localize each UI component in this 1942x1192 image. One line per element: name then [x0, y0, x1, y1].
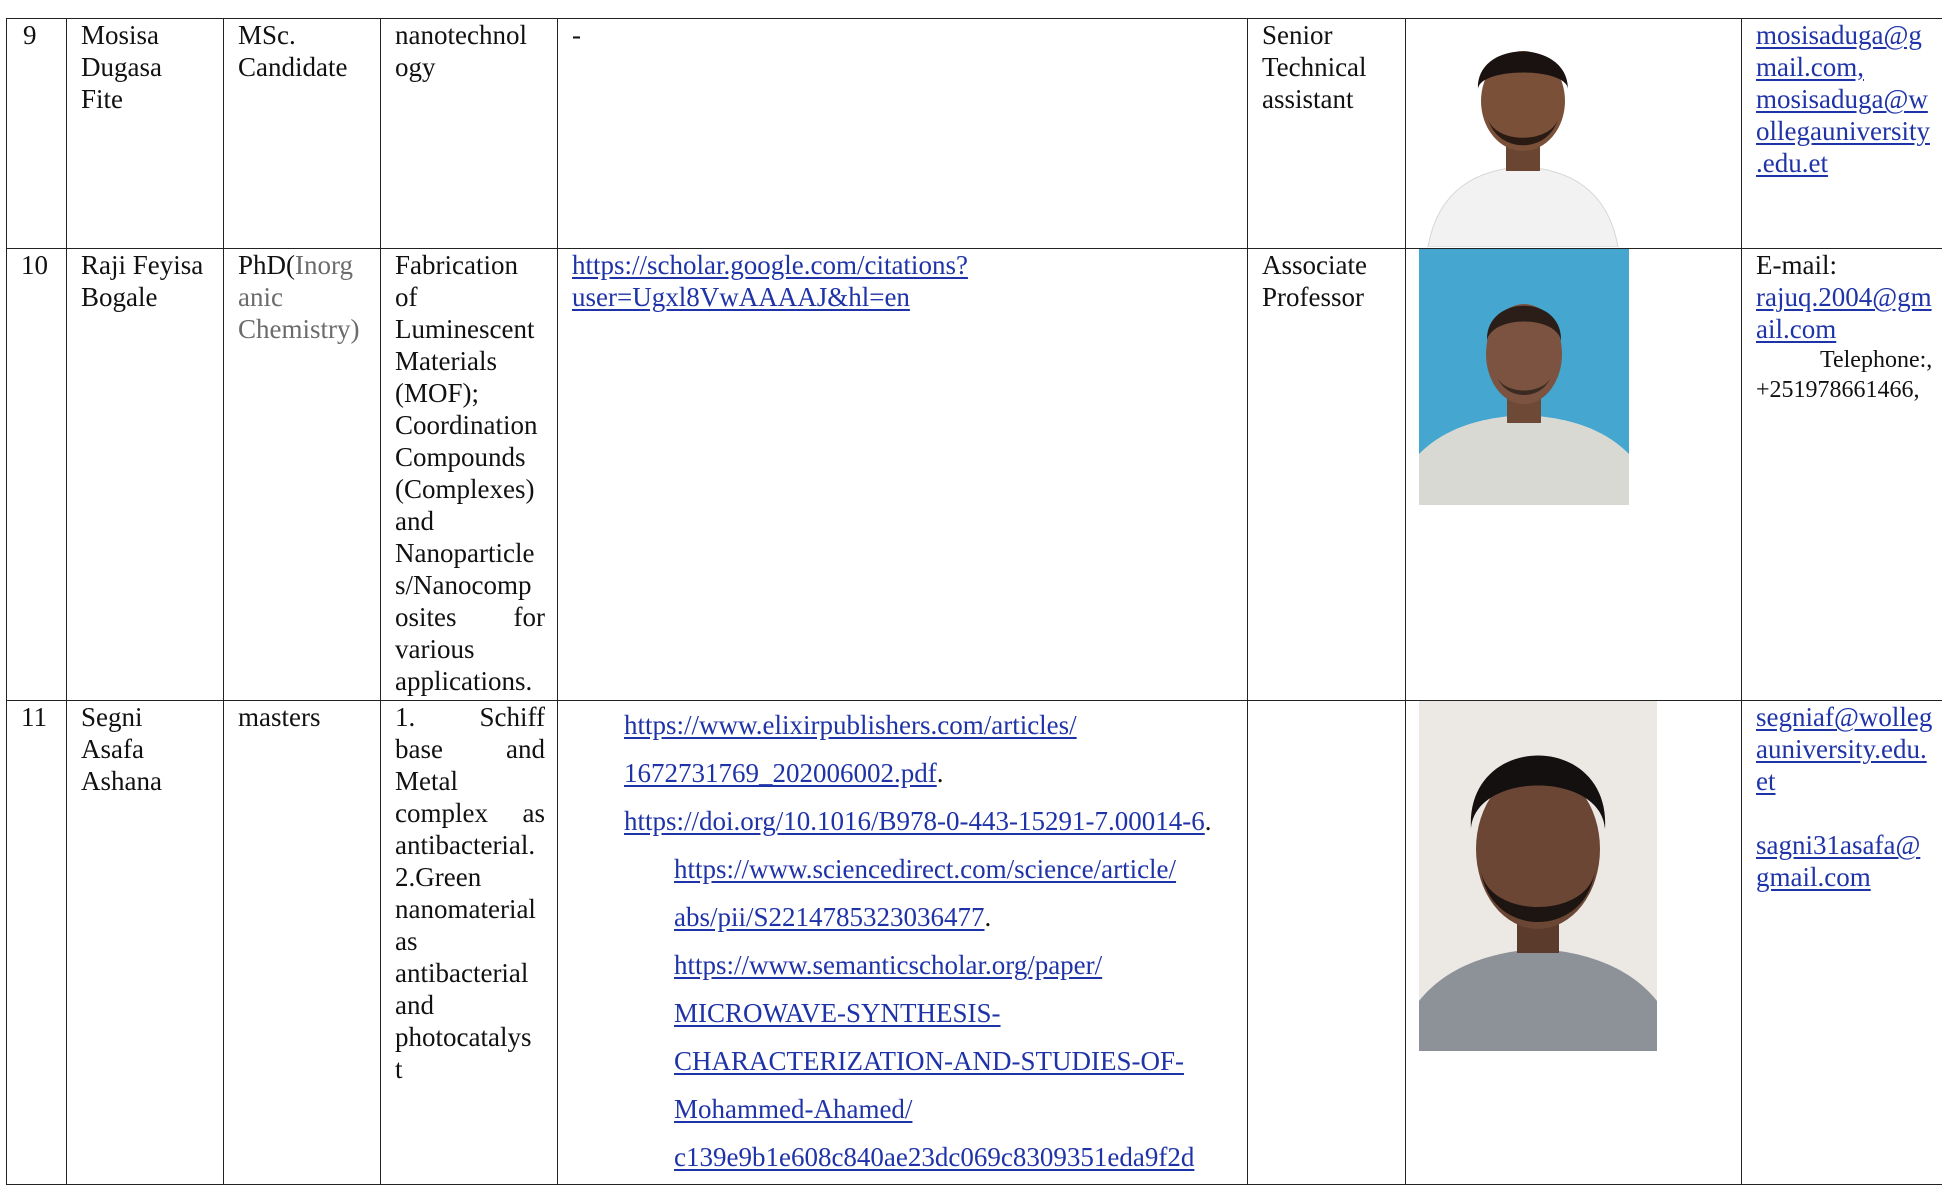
- publication-link[interactable]: https://doi.org/10.1016/B978-0-443-15291-7.00014-6: [624, 806, 1205, 836]
- specialization-line: nanotechnol: [395, 20, 527, 50]
- specialization-cell: [381, 701, 558, 1185]
- specialization-line: applications.: [395, 666, 533, 696]
- name-line: Ashana: [81, 766, 162, 796]
- publication-link-line: [572, 797, 1235, 845]
- row-number-cell: [7, 701, 67, 1185]
- google-scholar-link[interactable]: https://scholar.google.com/citations? user=Ugxl8VwAAAAJ&hl=en: [572, 250, 968, 312]
- link-suffix: .: [984, 902, 992, 932]
- publication-link[interactable]: CHARACTERIZATION-AND-STUDIES-OF-: [674, 1046, 1184, 1076]
- specialization-cell: [381, 19, 558, 249]
- specialization-line: Compounds: [395, 442, 526, 472]
- name-cell: [67, 249, 224, 701]
- specialization-line: (MOF);: [395, 378, 480, 408]
- rank-cell: [1248, 701, 1406, 1185]
- person-silhouette-icon: [1419, 249, 1629, 505]
- specialization-line: osites for: [395, 602, 545, 632]
- qualification-line: masters: [238, 702, 321, 732]
- publication-link-line: [572, 893, 1235, 941]
- link-suffix: .: [936, 758, 944, 788]
- name-line: Segni: [81, 702, 143, 732]
- telephone-number: +251978661466,: [1756, 377, 1920, 403]
- publication-links-cell: [558, 701, 1248, 1185]
- name-cell: [67, 19, 224, 249]
- specialization-line: antibacterial: [395, 958, 529, 988]
- portrait-photo: [1419, 249, 1629, 505]
- contact-cell: [1742, 19, 1942, 249]
- specialization-line: and: [395, 506, 434, 536]
- publication-link[interactable]: Mohammed-Ahamed/: [674, 1094, 913, 1124]
- row-number: 11: [21, 702, 47, 732]
- profile-link-cell: [558, 249, 1248, 701]
- portrait-photo: [1418, 19, 1628, 247]
- qualification-line: PhD(Inorg: [238, 250, 354, 280]
- name-line: Fite: [81, 84, 124, 114]
- name-line: Raji Feyisa: [81, 250, 204, 280]
- specialization-line: t: [395, 1054, 403, 1084]
- row-number-cell: [7, 19, 67, 249]
- specialization-line: of: [395, 282, 418, 312]
- specialization-line: Metal: [395, 766, 458, 796]
- link-suffix: .: [1204, 806, 1212, 836]
- specialization-line: Fabrication: [395, 250, 518, 280]
- profile-link-cell: [558, 19, 1248, 249]
- specialization-line: antibacterial.: [395, 830, 536, 860]
- publication-link-line: [572, 989, 1235, 1037]
- qualification-line: anic: [238, 282, 283, 312]
- rank-cell: [1248, 249, 1406, 701]
- row-number-cell: [7, 249, 67, 701]
- specialization-line: Coordination: [395, 410, 538, 440]
- contact-cell: [1742, 701, 1942, 1185]
- photo-cell: [1406, 701, 1742, 1185]
- qualification-line: Candidate: [238, 52, 348, 82]
- staff-table: [6, 18, 1942, 1185]
- name-line: Dugasa: [81, 52, 162, 82]
- rank-line: assistant: [1262, 84, 1354, 114]
- specialization-line: photocatalys: [395, 1022, 532, 1052]
- person-silhouette-icon: [1418, 19, 1628, 247]
- specialization-line: 1. Schiff: [395, 702, 545, 732]
- contact-cell: [1742, 249, 1942, 701]
- email-link[interactable]: segniaf@wolleg auniversity.edu. et: [1756, 702, 1933, 796]
- email-link[interactable]: rajuq.2004@gm ail.com: [1756, 282, 1932, 344]
- publication-link[interactable]: c139e9b1e608c840ae23dc069c8309351eda9f2d: [674, 1142, 1195, 1172]
- specialization-line: Nanoparticle: [395, 538, 535, 568]
- specialization-line: nanomaterial: [395, 894, 536, 924]
- specialization-cell: [381, 249, 558, 701]
- row-number: 9: [23, 20, 37, 50]
- specialization-line: complex as: [395, 798, 545, 828]
- publication-link[interactable]: https://www.elixirpublishers.com/articles/: [624, 710, 1077, 740]
- specialization-line: 2.Green: [395, 862, 482, 892]
- rank-line: Associate: [1262, 250, 1367, 280]
- publication-link-line: [572, 701, 1235, 749]
- photo-cell: [1406, 249, 1742, 701]
- publication-link-line: [572, 749, 1235, 797]
- publication-link[interactable]: abs/pii/S2214785323036477: [674, 902, 985, 932]
- name-line: Mosisa: [81, 20, 160, 50]
- rank-line: Senior: [1262, 20, 1333, 50]
- table-row: [7, 249, 1942, 701]
- specialization-line: Materials: [395, 346, 497, 376]
- table-row: [7, 19, 1942, 249]
- qualification-line: MSc.: [238, 20, 296, 50]
- profile-link-empty: -: [572, 20, 581, 50]
- specialization-line: s/Nanocomp: [395, 570, 532, 600]
- telephone-label: Telephone:,: [1820, 347, 1933, 373]
- publication-link[interactable]: https://www.sciencedirect.com/science/article/: [674, 854, 1177, 884]
- email-link[interactable]: mosisaduga@g mail.com, mosisaduga@w ollegauniversity .edu.et: [1756, 20, 1930, 178]
- qualification-cell: [224, 701, 381, 1185]
- name-cell: [67, 701, 224, 1185]
- specialization-line: ogy: [395, 52, 436, 82]
- publication-link-line: [572, 941, 1235, 989]
- publication-link[interactable]: MICROWAVE-SYNTHESIS-: [674, 998, 1001, 1028]
- publication-link-line: [572, 845, 1235, 893]
- publication-link[interactable]: https://www.semanticscholar.org/paper/: [674, 950, 1103, 980]
- person-silhouette-icon: [1419, 701, 1657, 1051]
- telephone-block: [1756, 345, 1933, 405]
- rank-line: Professor: [1262, 282, 1364, 312]
- specialization-line: and: [395, 990, 434, 1020]
- publication-link-line: [572, 1037, 1235, 1085]
- specialization-line: (Complexes): [395, 474, 535, 504]
- rank-line: Technical: [1262, 52, 1367, 82]
- specialization-line: base and: [395, 734, 545, 764]
- name-line: Bogale: [81, 282, 158, 312]
- specialization-line: Luminescent: [395, 314, 535, 344]
- email-label: E-mail:: [1756, 250, 1837, 280]
- specialization-line: various: [395, 634, 475, 664]
- publication-link-line: [572, 1085, 1235, 1133]
- name-line: Asafa: [81, 734, 144, 764]
- publication-link[interactable]: 1672731769_202006002.pdf: [624, 758, 937, 788]
- row-number: 10: [21, 250, 48, 280]
- publication-link-line: [572, 1133, 1235, 1181]
- table-row: [7, 701, 1942, 1185]
- qualification-line: Chemistry): [238, 314, 360, 344]
- photo-cell: [1406, 19, 1742, 249]
- email-link-secondary[interactable]: sagni31asafa@ gmail.com: [1756, 830, 1921, 892]
- qualification-cell: [224, 19, 381, 249]
- portrait-photo: [1419, 701, 1657, 1051]
- specialization-line: as: [395, 926, 418, 956]
- rank-cell: [1248, 19, 1406, 249]
- qualification-cell: [224, 249, 381, 701]
